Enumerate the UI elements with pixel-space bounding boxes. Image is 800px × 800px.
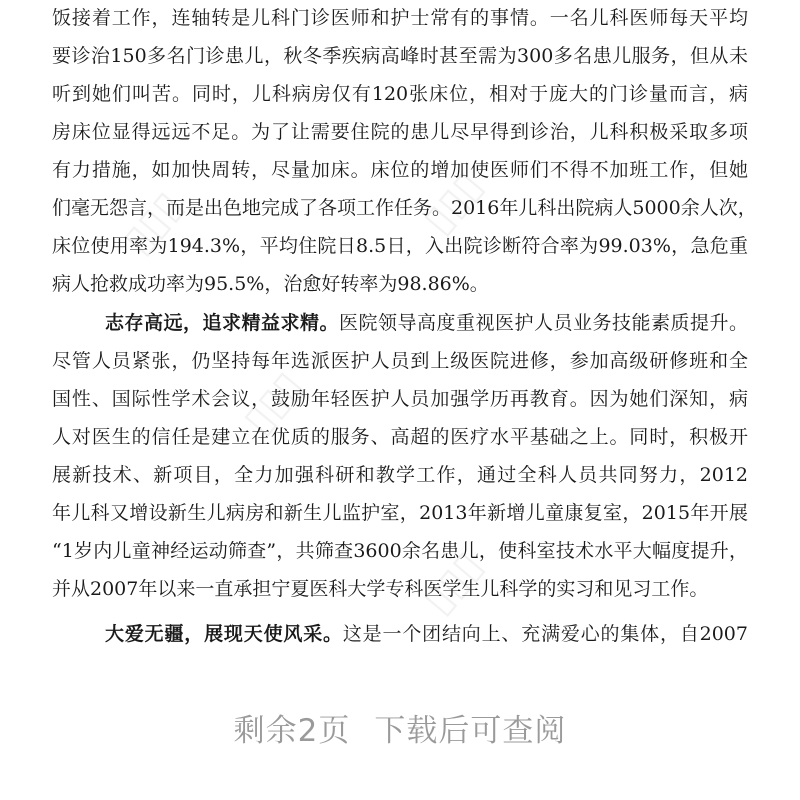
text-line: 人对医生的信任是建立在优质的服务、高超的医疗水平基础之上。同时，积极开 (52, 426, 748, 448)
text-span: 这是一个团结向上、充满爱心的集体，自2007 (342, 623, 748, 645)
text-line: 年儿科又增设新生儿病房和新生儿监护室，2013年新增儿童康复室，2015年开展 (52, 502, 748, 524)
text-line: “1岁内儿童神经运动筛查”，共筛查3600余名患儿，使科室技术水平大幅度提升， (52, 540, 748, 562)
watermark: ▯▯▯ (234, 362, 312, 444)
text-line: 病人抢救成功率为95.5%，治愈好转率为98.86%。 (52, 273, 489, 295)
text-line: 房床位显得远远不足。为了让需要住院的患儿尽早得到诊治，儿科积极采取多项 (52, 121, 748, 143)
text-line: 有力措施，如加快周转，尽量加床。床位的增加使医师们不得不加班工作，但她 (52, 159, 748, 181)
text-line: 听到她们叫苦。同时，儿科病房仅有120张床位，相对于庞大的门诊量而言，病 (52, 83, 748, 105)
watermark: ▯▯▯ (414, 162, 492, 244)
download-prompt[interactable] (0, 705, 800, 750)
text-line: 饭接着工作，连轴转是儿科门诊医师和护士常有的事情。一名儿科医师每天平均 (52, 7, 748, 29)
text-line: 展新技术、新项目，全力加强科研和教学工作，通过全科人员共同努力，2012 (52, 464, 748, 486)
text-line: 要诊治150多名门诊患儿，秋冬季疾病高峰时甚至需为300多名患儿服务，但从未 (52, 45, 748, 67)
text-line: 并从2007年以来一直承担宁夏医科大学专科医学生儿科学的实习和见习工作。 (52, 578, 709, 600)
text-line: 国性、国际性学术会议，鼓励年轻医护人员加强学历再教育。因为她们深知，病 (52, 388, 748, 410)
paragraph-heading: 大爱无疆，展现天使风采。 (105, 623, 343, 645)
paragraph-heading: 志存高远，追求精益求精。 (105, 312, 339, 334)
remaining-pages-label: 剩余2页 (233, 713, 351, 749)
text-span: 医院领导高度重视医护人员业务技能素质提升。 (339, 312, 748, 334)
text-line: 尽管人员紧张，仍坚持每年选派医护人员到上级医院进修，参加高级研修班和全 (52, 350, 748, 372)
watermark: ▯▯▯ (414, 542, 492, 624)
watermark: ▯▯▯ (114, 182, 192, 264)
paragraph-first-line (105, 622, 748, 646)
download-hint-label: 下载后可查阅 (374, 713, 567, 749)
text-line: 们毫无怨言，而是出色地完成了各项工作任务。2016年儿科出院病人5000余人次， (52, 197, 757, 219)
paragraph-first-line (105, 311, 748, 335)
text-line: 床位使用率为194.3%，平均住院日8.5日，入出院诊断符合率为99.03%，急危重 (52, 235, 748, 257)
